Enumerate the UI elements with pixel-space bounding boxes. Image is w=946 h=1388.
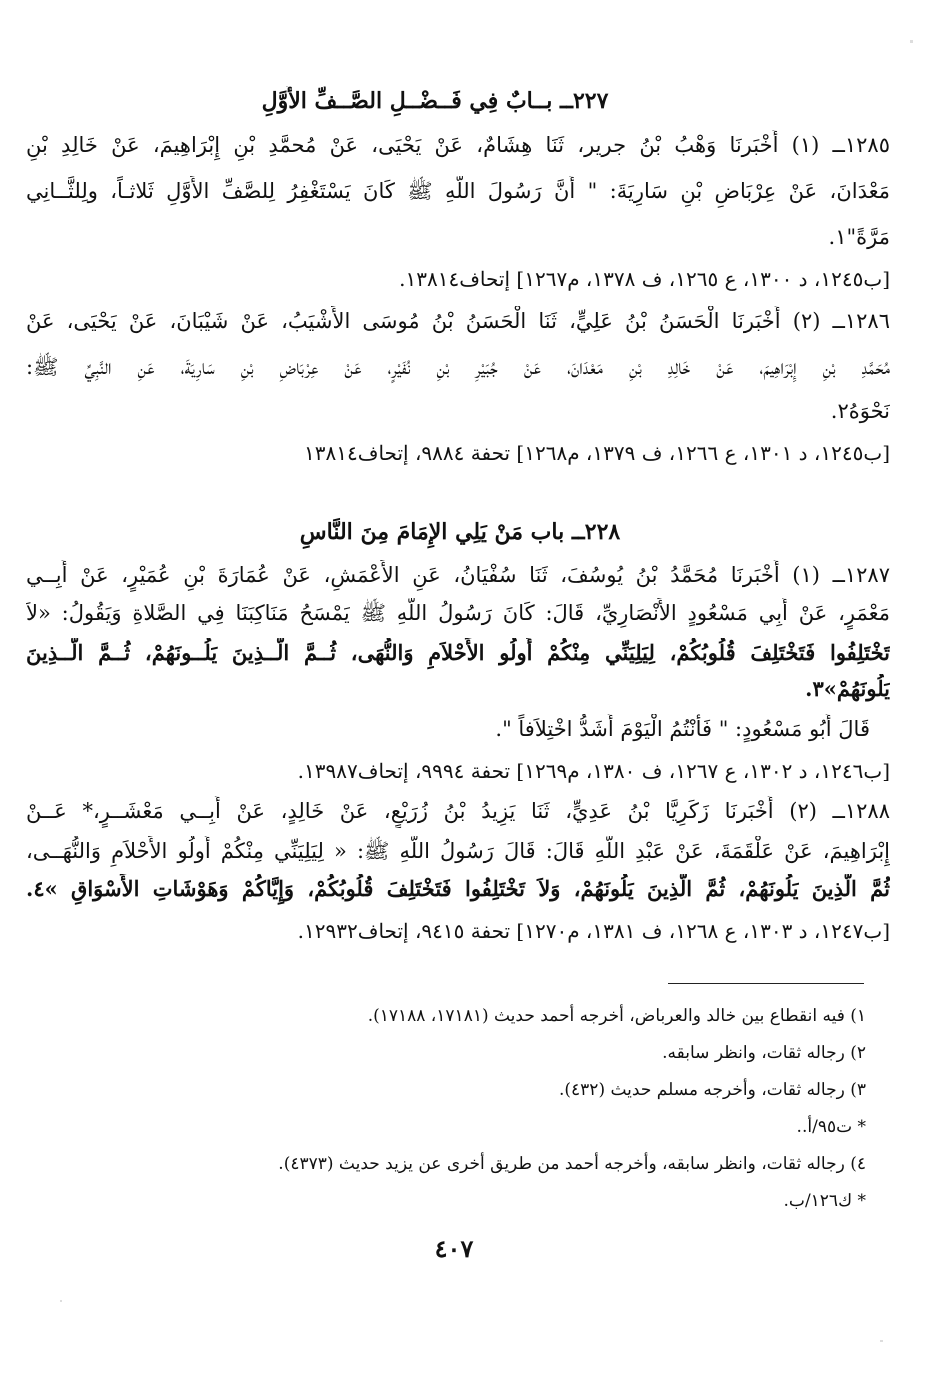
footnote-manuscript-k: * ك١٢٦/ب. xyxy=(783,1191,866,1211)
section-heading-227: ٢٢٧ــ بــابٌ فِي فَــضْــلِ الصَّــفِّ الأَوَّلِ xyxy=(261,88,609,114)
hadith-1286-line-2: مُحَمَّدِ بْنِ إِبْرَاهِيمَ، عَنْ خَالِدِ بْنِ مَعْدَانَ، عَنْ جُبَيْرِ بْنِ نُفَيْرٍ، عَنْ عِرْبَاضِ بْنِ سَارِيَةَ، عَنِ النَّبِيِّ ﷺ: xyxy=(26,355,890,379)
footnote-separator xyxy=(668,983,864,984)
footnote-3: ٣) رجاله ثقات، وأخرجه مسلم حديث (٤٣٢). xyxy=(559,1080,866,1100)
scan-speck xyxy=(880,1340,883,1342)
page-number: ٤٠٧ xyxy=(434,1234,474,1263)
hadith-1288-references: [ب١٢٤٧، د ١٣٠٣، ع ١٢٦٨، ف ١٣٨١، م١٢٧٠] تحفة ٩٤١٥، إتحاف١٢٩٣٢. xyxy=(297,919,890,943)
hadith-1286-line-1: ١٢٨٦ــ (٢) أَخْبَرنَا الْحَسَنُ بْنُ عَلِيٍّ، ثَنَا الْحَسَنُ بْنُ مُوسَى الأَشْيَبُ، عَنْ شَيْبَانَ، عَنْ يَحْيَى، عَنْ xyxy=(26,309,890,333)
hadith-1287-line-1: ١٢٨٧ــ (١) أَخْبَرنَا مُحَمَّدُ بْنُ يُوسُفَ، ثَنَا سُفْيَانُ، عَنِ الأَعْمَشِ، عَنْ عُمَارَةَ بْنِ عُمَيْرٍ، عَنْ أَبِــي xyxy=(26,563,890,587)
footnote-4: ٤) رجاله ثقات، وانظر سابقه، وأخرجه أحمد من طريق أخرى عن يزيد حديث (٤٣٧٣). xyxy=(278,1154,866,1174)
section-heading-228: ٢٢٨ــ باب مَنْ يَلِي الإِمَامَ مِنَ النَّاسِ xyxy=(299,519,621,545)
hadith-1288-line-3: ثُمَّ الَّذِينَ يَلُونَهُمْ، ثُمَّ الَّذِينَ يَلُونَهُمْ، وَلاَ تَخْتَلِفُوا فَتَخْتَلِفَ قُلُوبُكُمْ، وَإِيَّاكُمْ وَهَوْشَاتِ الأَسْوَاقِ »٤. xyxy=(26,876,890,901)
hadith-1287-references: [ب١٢٤٦، د ١٣٠٢، ع ١٢٦٧، ف ١٣٨٠، م١٢٦٩] تحفة ٩٩٩٤، إتحاف١٣٩٨٧. xyxy=(297,759,890,783)
hadith-1288-line-2: إِبْرَاهِيمَ، عَنْ عَلْقَمَةَ، عَنْ عَبْدِ اللَّهِ قَالَ: قَالَ رَسُولُ اللَّهِ ﷺ: « لِيَلِيَنِّي مِنْكُمْ أُولُو الأَحْلاَمِ وَالنُّهَــى، xyxy=(26,839,890,863)
hadith-1285-line-1: ١٢٨٥ــ (١) أَخْبَرنَا وَهْبُ بْنُ جرير، ثَنَا هِشَامٌ، عَنْ يَحْيَى، عَنْ مُحمَّدِ بْنِ إِبْرَاهِيمَ، عَنْ خَالِدِ بْنِ xyxy=(26,133,890,157)
hadith-1285-references: [ب١٢٤٥، د ١٣٠٠، ع ١٢٦٥، ف ١٣٧٨، م١٢٦٧] إتحاف١٣٨١٤. xyxy=(399,267,890,291)
hadith-1287-line-4: يَلُونَهُمْ»٣. xyxy=(805,676,890,701)
hadith-1287-line-3: تَخْتَلِفُوا فَتَخْتَلِفَ قُلُوبُكُمْ، لِيَلِيَنِّي مِنْكُمْ أُولُو الأَحْلاَمِ وَالنُّهَى، ثُــمَّ الَّــذِينَ يَلُــونَهُمْ، ثُــمَّ الَّــذِينَ xyxy=(26,640,890,665)
hadith-1287-line-2: مَعْمَرٍ، عَنْ أَبِي مَسْعُودٍ الأَنْصَارِيِّ، قَالَ: كَانَ رَسُولُ اللَّهِ ﷺ يَمْسَحُ مَنَاكِبَنَا فِي الصَّلاةِ وَيَقُولُ: «لاَ xyxy=(26,601,890,625)
footnote-2: ٢) رجاله ثقات، وانظر سابقه. xyxy=(662,1043,866,1063)
footnote-1: ١) فيه انقطاع بين خالد والعرباض، أخرجه أحمد حديث (١٧١٨١، ١٧١٨٨). xyxy=(367,1006,866,1026)
hadith-1288-line-1: ١٢٨٨ــ (٢) أَخْبَرنَا زَكَرِيَّا بْنُ عَدِيٍّ، ثَنَا يَزِيدُ بْنُ زُرَيْعٍ، عَنْ خَالِدٍ، عَنْ أَبِــي مَعْشَــرٍ،* عَــنْ xyxy=(26,799,890,823)
abu-masud-quote: قَالَ أَبُو مَسْعُودٍ: " فَأَنْتُمُ الْيَوْمَ أَشَدُّ اخْتِلاَفاً ". xyxy=(495,717,870,741)
scan-speck xyxy=(910,40,913,43)
hadith-1286-references: [ب١٢٤٥، د ١٣٠١، ع ١٢٦٦، ف ١٣٧٩، م١٢٦٨] تحفة ٩٨٨٤، إتحاف١٣٨١٤ xyxy=(304,441,890,465)
scan-speck xyxy=(60,1300,62,1302)
hadith-1285-line-2: مَعْدَانَ، عَنْ عِرْبَاضِ بْنِ سَارِيَةَ: " أَنَّ رَسُولَ اللَّهِ ﷺ كَانَ يَسْتَغْفِرُ لِلصَّفِّ الأَوَّلِ ثَلاثـاً، ولِلثَّــانِي xyxy=(26,179,890,203)
hadith-1285-line-3: مَرَّةً"١. xyxy=(828,225,890,249)
hadith-1286-line-3: نَحْوَهُ٢. xyxy=(830,399,890,423)
footnote-manuscript-t: * ت٩٥/أ.. xyxy=(796,1117,866,1137)
